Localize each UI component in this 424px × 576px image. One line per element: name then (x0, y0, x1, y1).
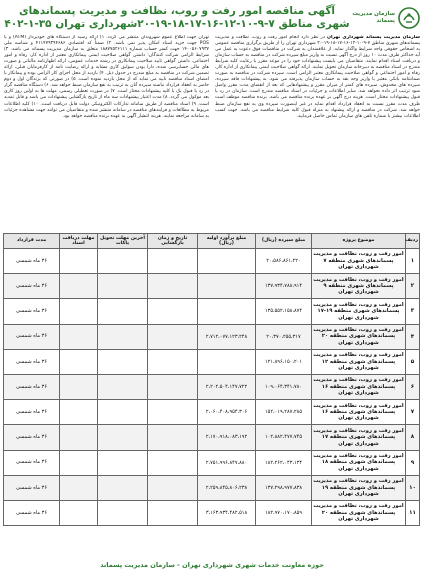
row-number-cell: ۷ (406, 400, 420, 425)
organization-logo (350, 7, 420, 29)
table-row (4, 349, 420, 374)
table-row (4, 324, 420, 349)
table-row (4, 450, 420, 475)
header-contract-duration: مدت قرارداد (4, 234, 60, 249)
opening-date-cell (148, 400, 198, 425)
header-deposit: مبلغ سپرده (ریال) (256, 234, 312, 249)
waste-management-logo-icon (398, 7, 420, 29)
description-right-column (215, 35, 420, 231)
delivery-deadline-cell (98, 450, 148, 475)
logo-text-line1: سازمان مدیریت (352, 11, 395, 17)
table-body (4, 249, 420, 526)
notice-footer: حوزه معاونت خدمات شهری شهرداری تهران - سازمان مدیریت پسماند (100, 561, 324, 569)
estimate-amount-cell: ۲،۱۷۰،۹۱۸،۰۸۳،۱۹۲ (198, 425, 256, 450)
opening-date-cell (148, 249, 198, 274)
documents-deadline-cell (60, 475, 98, 500)
delivery-deadline-cell (98, 274, 148, 299)
delivery-deadline-cell (98, 425, 148, 450)
header-row-number: ردیف (406, 234, 420, 249)
project-subject-cell: امور رفت و روب، نظافت و مدیریت پسماندهای شهری منطقه ۱۶ شهرداری تهران (312, 374, 406, 399)
delivery-deadline-cell (98, 500, 148, 525)
row-number-cell: ۹ (406, 450, 420, 475)
estimate-amount-cell (198, 274, 256, 299)
project-subject-cell: امور رفت و روب، نظافت و مدیریت پسماندهای شهری منطقه ۲۰ شهرداری تهران (312, 500, 406, 525)
estimate-amount-cell: ۲،۲۰۲،۵۰۴،۱۴۷،۷۲۲ (198, 374, 256, 399)
description-right-text: در نظر دارد انجام امور رفت و روب، نظافت و مدیریت پسماندهای شهری مناطق ۷-۹-۱۰-۱۲-۱۶-۱۷-۱۸-۱۹-۲۰ شهرداری تهران را از طریق برگزاری مناقصه عمومی به اشخاص حقوقی واجد شرایط واگذار نماید. از علاقمندان به شرکت در مناقصات فوق دعوت به عمل می آید حداکثر ظرف مدت ۱۰ روز از درج آگهی نسبت به واریز مبلغ سپرده شرکت در مناقصه به حساب سازمان و دریافت اسناد اقدام نمایند. متقاضیان می بایست پیشنهادات خود را در موعد مقرر با رعایت کلیه شرایط مندرج در اسناد مناقصه به دبیرخانه سازمان تحویل نمایند. ارائه گواهی صلاحیت ایمنی پیمانکاری از اداره کار، رفاه و امور اجتماعی و گواهی صلاحیت پیمانکاری معتبر الزامی است. سپرده شرکت در مناقصه به صورت ضمانتنامه بانکی معتبر یا واریز وجه نقد به حساب سازمان پذیرفته می شود. به پیشنهادات فاقد سپرده، سپرده های مخدوش، سپرده های کمتر از میزان مقرر و پیشنهادهایی که بعد از انقضای مدت مقرر واصل شود ترتیب اثر داده نخواهد شد. سایر اطلاعات و جزئیات در اسناد مناقصه مندرج است. سازمان در رد یا قبول پیشنهادات مختار است. هزینه درج آگهی بر عهده برنده مناقصه می باشد. برنده مناقصه موظف است ظرف مدت مقرر نسبت به انعقاد قرارداد اقدام نماید در غیر اینصورت سپرده وی به نفع سازمان ضبط خواهد شد. شرکت در مناقصه و ارائه پیشنهاد به منزله قبول کلیه شرایط مناقصه می باشد. جهت کسب اطلاعات بیشتر با شماره تلفن های سازمان تماس حاصل فرمایید. (215, 35, 420, 119)
table-row (4, 274, 420, 299)
opening-date-cell (148, 374, 198, 399)
deposit-amount-cell: ۱۳۵،۵۵۲،۱۵۸،۸۷۴ (256, 299, 312, 324)
project-subject-cell: امور رفت و روب، نظافت و مدیریت پسماندهای شهری منطقه ۷ شهرداری تهران (312, 249, 406, 274)
documents-deadline-cell (60, 400, 98, 425)
notice-titles (4, 5, 350, 31)
project-subject-cell: امور رفت و روب، نظافت و مدیریت پسماندهای شهری منطقه ۱۶ شهرداری تهران (312, 400, 406, 425)
organization-name: سازمان مدیریت پسماند شهرداری تهران (327, 35, 420, 40)
documents-deadline-cell (60, 299, 98, 324)
description-left-column (4, 35, 209, 231)
row-number-cell: ۲ (406, 274, 420, 299)
header-delivery-deadline: آخرین مهلت تحویل پاکات (98, 234, 148, 249)
project-subject-cell: امور رفت و روب، نظافت و مدیریت پسماندهای شهری منطقه ۹ شهرداری تهران (312, 274, 406, 299)
table-row (4, 374, 420, 399)
deposit-amount-cell: ۲۰،۵۸۶،۸۶۱،۲۲۰ (256, 249, 312, 274)
contract-duration-cell: ۳۶ ماه شمسی (4, 450, 60, 475)
deposit-amount-cell: ۲۰،۳۷۰،۲۵۵،۳۱۷ (256, 324, 312, 349)
contract-duration-cell: ۳۶ ماه شمسی (4, 500, 60, 525)
deposit-amount-cell: ۱۳۷،۹۳۴،۷۸۸،۹۱۴ (256, 274, 312, 299)
row-number-cell: ۱ (406, 249, 420, 274)
logo-text-line2: پسماند (376, 18, 395, 24)
contract-duration-cell: ۳۶ ماه شمسی (4, 400, 60, 425)
opening-date-cell (148, 299, 198, 324)
deposit-amount-cell: ۱۰۹،۰۶۴،۳۴۱،۷۸۰ (256, 374, 312, 399)
contract-duration-cell: ۳۶ ماه شمسی (4, 425, 60, 450)
estimate-amount-cell: ۲،۲۵۹،۸۴۵،۸۰۶،۲۳۸ (198, 475, 256, 500)
row-number-cell: ۱۱ (406, 500, 420, 525)
header-opening-date: تاریخ و زمان بازگشایی (148, 234, 198, 249)
row-number-cell: ۸ (406, 425, 420, 450)
contract-duration-cell: ۳۶ ماه شمسی (4, 349, 60, 374)
description-left-text: تهران جهت اطلاع عموم شهروندان منتشر می گردد. ۱) ارائه رسید از دستگاه های خودپرداز (ATM) و یا POS جهت خرید اسناد امکان پذیر نمی باشد. ۲) ضمناً کد اقتصادی ۴۱۱۴۷۹۳۹۴۶۸۶ و شناسه ملی ۱۴۰۰۵۶۰۷۹۳۷ جهت کسر حساب شماره ۱۸۸۷۷۵۲۶۱۱۱ متعلق به سازمان مدیریت پسماند می باشد. ۳) شرایط الزامی شرکت کنندگان: داشتن گواهی صلاحیت ایمنی پیمانکاری معتبر از اداره کار، رفاه و امور اجتماعی، داشتن گواهی تایید صلاحیت پیمانکاری در رشته خدمات عمومی، ارائه اظهارنامه مالیاتی و صورت های مالی حسابرسی شده، دارا بودن سوابق کاری مشابه و ارائه رضایت نامه از کارفرمایان قبلی، ارائه تضمین شرکت در مناقصه به مبلغ مندرج در جدول ذیل. ۴) بازدید از محل اجرای کار الزامی بوده و پیمانکار با امضای اسناد مناقصه تایید می نماید که از محل بازدید نموده است. ۵) در صورتی که برندگان اول و دوم حاضر به انعقاد قرارداد نباشند سپرده آنان به ترتیب به نفع سازمان ضبط خواهد شد. ۶) دستگاه مناقصه گزار در رد یا قبول یک یا کلیه پیشنهادات مختار است. ۷) در صورت تعطیلی رسمی، مهلت ها به اولین روز کاری بعد موکول می گردد. ۸) مدت اعتبار پیشنهادات سه ماه از تاریخ بازگشایی پیشنهادات می باشد و قابل تمدید است. ۹) اسناد مناقصه از طریق سامانه تدارکات الکترونیکی دولت قابل دریافت است. ۱۰) کلیه اطلاعات مربوط به مطالعات و فرایندهای مناقصه در سامانه منتشر شده و متقاضیان می توانند جهت مشاهده جزئیات به سامانه مراجعه نمایند. هزینه انتشار آگهی به عهده برنده مناقصه خواهد بود. (4, 35, 209, 119)
row-number-cell: ۱۰ (406, 475, 420, 500)
table-row (4, 299, 420, 324)
contract-duration-cell: ۳۶ ماه شمسی (4, 299, 60, 324)
delivery-deadline-cell (98, 349, 148, 374)
delivery-deadline-cell (98, 475, 148, 500)
notice-header (4, 3, 420, 33)
documents-deadline-cell (60, 374, 98, 399)
contract-duration-cell: ۳۶ ماه شمسی (4, 249, 60, 274)
header-estimate: مبلغ برآورد اولیه (ریال) (198, 234, 256, 249)
row-number-cell: ۳ (406, 299, 420, 324)
row-number-cell: ۴ (406, 324, 420, 349)
project-subject-cell: امور رفت و روب، نظافت و مدیریت پسماندهای شهری منطقه ۱۲ شهرداری تهران (312, 349, 406, 374)
estimate-amount-cell: ۳،۱۶۳،۹۳۴،۴۸۲،۵۱۸ (198, 500, 256, 525)
table-row (4, 475, 420, 500)
opening-date-cell (148, 324, 198, 349)
header-subject: موضوع پروژه (312, 234, 406, 249)
project-subject-cell: امور رفت و روب، نظافت و مدیریت پسماندهای شهری منطقه ۲۰ شهرداری تهران (312, 324, 406, 349)
deposit-amount-cell: ۱۸۲،۹۷۰،۱۷۰،۸۵۹ (256, 500, 312, 525)
table-row (4, 400, 420, 425)
delivery-deadline-cell (98, 249, 148, 274)
table-row (4, 500, 420, 525)
deposit-amount-cell: ۱۳۷،۲۹۸،۹۷۷،۸۳۸ (256, 475, 312, 500)
estimate-amount-cell: ۲،۷۱۲،۰۷۷،۱۲۳،۲۴۸ (198, 324, 256, 349)
delivery-deadline-cell (98, 374, 148, 399)
deposit-amount-cell: ۱۰۲،۸۸۲،۴۷۷،۷۴۵ (256, 425, 312, 450)
project-subject-cell: امور رفت و روب، نظافت و مدیریت پسماندهای شهری منطقه ۱۹-۱۷ شهرداری تهران (312, 299, 406, 324)
opening-date-cell (148, 450, 198, 475)
documents-deadline-cell (60, 324, 98, 349)
estimate-amount-cell: ۲،۷۵۱،۹۹۶،۸۴۷،۸۸۰ (198, 450, 256, 475)
estimate-amount-cell (198, 249, 256, 274)
tender-table (3, 233, 420, 526)
documents-deadline-cell (60, 349, 98, 374)
header-documents-deadline: مهلت دریافت اسناد (60, 234, 98, 249)
project-subject-cell: امور رفت و روب، نظافت و مدیریت پسماندهای شهری منطقه ۱۹ شهرداری تهران (312, 475, 406, 500)
documents-deadline-cell (60, 500, 98, 525)
table-row (4, 425, 420, 450)
contract-duration-cell: ۳۶ ماه شمسی (4, 324, 60, 349)
opening-date-cell (148, 274, 198, 299)
delivery-deadline-cell (98, 400, 148, 425)
notice-title-line2: شهری مناطق ۷-۹-۱۰-۱۲-۱۶-۱۷-۱۸-۱۹-۲۰شهرداری تهران ۳۵-۱-۴۰۲ (4, 18, 350, 30)
estimate-amount-cell: ۲،۰۶۰،۴۰۸،۹۵۴،۳۰۶ (198, 400, 256, 425)
delivery-deadline-cell (98, 299, 148, 324)
notice-title-line1: آگهی مناقصه امور رفت و روب، نظافت و مدیریت پسماندهای (18, 5, 336, 17)
logo-caption (352, 11, 395, 25)
table-row (4, 249, 420, 274)
estimate-amount-cell (198, 299, 256, 324)
opening-date-cell (148, 349, 198, 374)
row-number-cell: ۵ (406, 349, 420, 374)
documents-deadline-cell (60, 274, 98, 299)
deposit-amount-cell: ۱۸۲،۲۶۲،۰۴۳،۱۳۴ (256, 450, 312, 475)
project-subject-cell: امور رفت و روب، نظافت و مدیریت پسماندهای شهری منطقه ۱۸ شهرداری تهران (312, 450, 406, 475)
delivery-deadline-cell (98, 324, 148, 349)
deposit-amount-cell: ۱۵۲،۰۱۹،۲۸۷،۲۸۵ (256, 400, 312, 425)
documents-deadline-cell (60, 425, 98, 450)
deposit-amount-cell: ۱۲۱،۸۹۶،۱۵۰،۲۰۱ (256, 349, 312, 374)
opening-date-cell (148, 475, 198, 500)
opening-date-cell (148, 425, 198, 450)
contract-duration-cell: ۳۶ ماه شمسی (4, 475, 60, 500)
project-subject-cell: امور رفت و روب، نظافت و مدیریت پسماندهای شهری منطقه ۱۷ شهرداری تهران (312, 425, 406, 450)
contract-duration-cell: ۳۶ ماه شمسی (4, 374, 60, 399)
documents-deadline-cell (60, 249, 98, 274)
table-header-row (4, 234, 420, 249)
contract-duration-cell: ۳۶ ماه شمسی (4, 274, 60, 299)
estimate-amount-cell (198, 349, 256, 374)
row-number-cell: ۶ (406, 374, 420, 399)
documents-deadline-cell (60, 450, 98, 475)
notice-description (4, 35, 420, 231)
opening-date-cell (148, 500, 198, 525)
